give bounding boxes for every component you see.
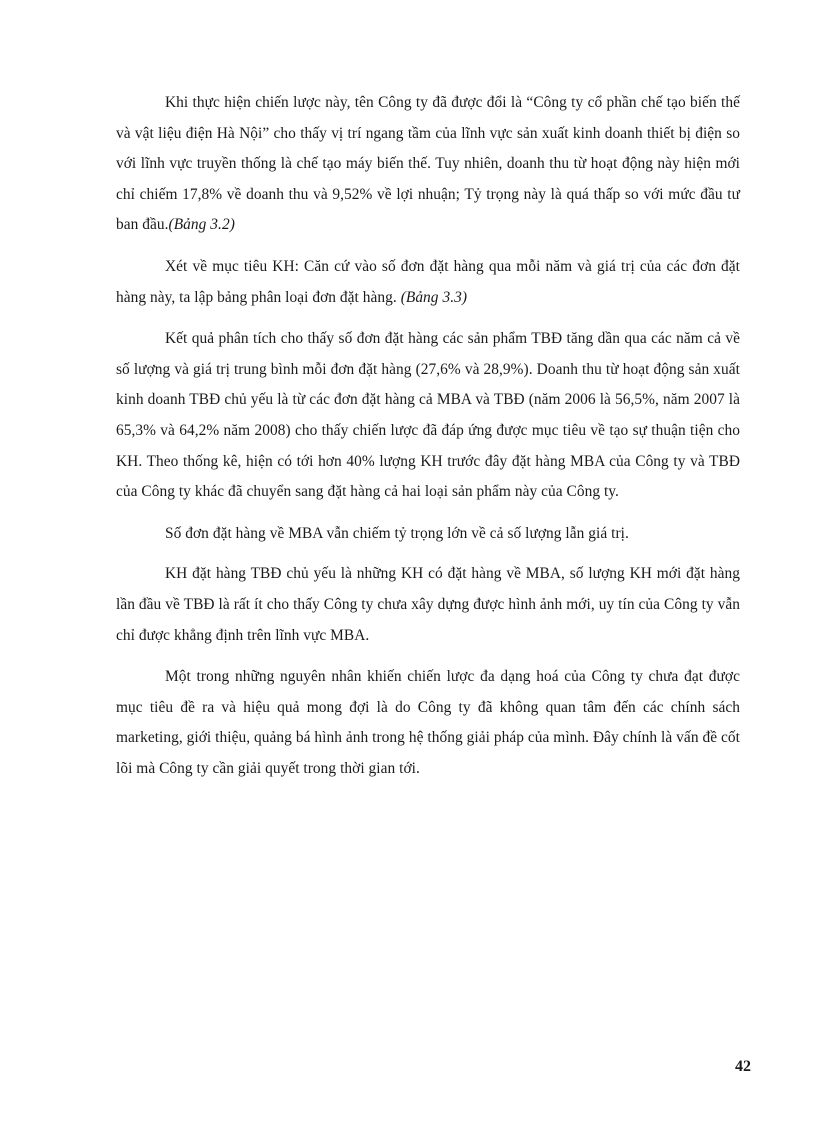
paragraph-text: Một trong những nguyên nhân khiến chiến lược đa dạng hoá của Công ty chưa đạt được mục tiêu đề ra và hiệu quả mong đợi là do Công ty đã không quan tâm đến các chính sách marketing, giới thiệu, quảng bá hình ảnh trong hệ thống giải pháp của mình. Đây chính là vấn đề cốt lõi mà Công ty cần giải quyết trong thời gian tới.	[116, 668, 740, 777]
table-reference: (Bảng 3.3)	[400, 288, 468, 306]
paragraph-text: Số đơn đặt hàng về MBA vẫn chiếm tỷ trọng lớn về cả số lượng lẫn giá trị.	[165, 524, 629, 542]
page-number: 42	[735, 1058, 751, 1075]
paragraph-text: Kết quả phân tích cho thấy số đơn đặt hàng các sản phẩm TBĐ tăng dần qua các năm cả về số lượng và giá trị trung bình mỗi đơn đặt hàng (27,6% và 28,9%). Doanh thu từ hoạt động sản xuất kinh doanh TBĐ chủ yếu là từ các đơn đặt hàng cả MBA và TBĐ (năm 2006 là 56,5%, năm 2007 là 65,3% và 64,2% năm 2008) cho thấy chiến lược đã đáp ứng được mục tiêu về tạo sự thuận tiện cho KH. Theo thống kê, hiện có tới hơn 40% lượng KH trước đây đặt hàng MBA của Công ty và TBĐ của Công ty khác đã chuyển sang đặt hàng cả hai loại sản phẩm này của Công ty.	[116, 330, 740, 501]
document-body	[116, 88, 740, 795]
paragraph-customer-goal	[116, 252, 740, 313]
table-reference: (Bảng 3.2)	[168, 216, 235, 234]
paragraph-text: Khi thực hiện chiến lược này, tên Công ty đã được đổi là “Công ty cổ phần chế tạo biến thế và vật liệu điện Hà Nội” cho thấy vị trí ngang tầm của lĩnh vực sản xuất kinh doanh thiết bị điện so với lĩnh vực truyền thống là chế tạo máy biến thế. Tuy nhiên, doanh thu từ hoạt động này hiện mới chỉ chiếm 17,8% về doanh thu và 9,52% về lợi nhuận; Tỷ trọng này là quá thấp so với mức đầu tư ban đầu.	[116, 94, 740, 234]
paragraph-text: Xét về mục tiêu KH: Căn cứ vào số đơn đặt hàng qua mỗi năm và giá trị của các đơn đặt hàng này, ta lập bảng phân loại đơn đặt hàng.	[116, 257, 740, 306]
paragraph-analysis-result	[116, 324, 740, 508]
paragraph-tbd-customers	[116, 559, 740, 651]
paragraph-strategy-name	[116, 88, 740, 241]
paragraph-conclusion	[116, 662, 740, 784]
paragraph-mba-orders	[116, 519, 740, 550]
paragraph-text: KH đặt hàng TBĐ chủ yếu là những KH có đặt hàng về MBA, số lượng KH mới đặt hàng lần đầu về TBĐ là rất ít cho thấy Công ty chưa xây dựng được hình ảnh mới, uy tín của Công ty vẫn chỉ được khẳng định trên lĩnh vực MBA.	[116, 565, 740, 644]
